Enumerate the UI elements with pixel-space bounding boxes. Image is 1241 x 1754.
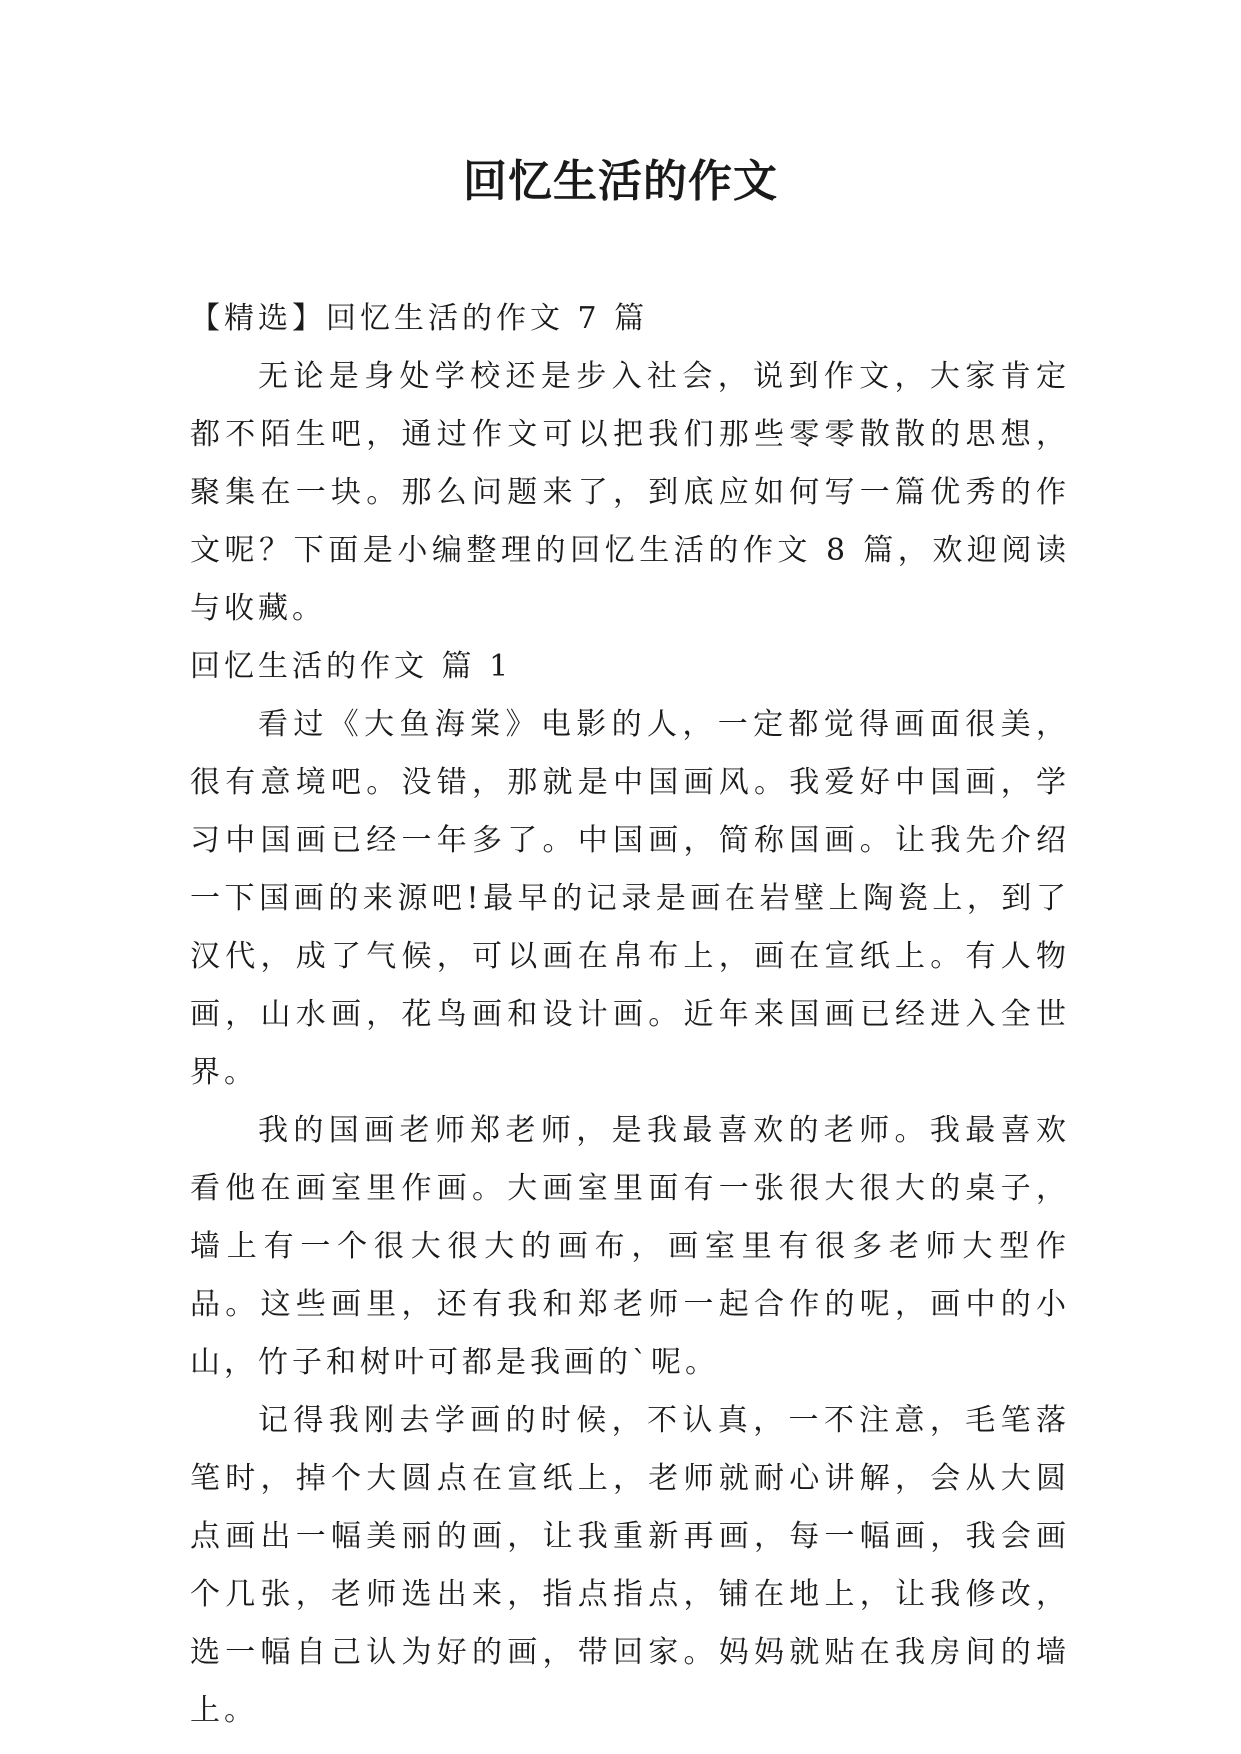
section-heading: 回忆生活的作文 篇 1 [190, 649, 513, 684]
body-paragraph: 记得我刚去学画的时候，不认真，一不注意，毛笔落笔时，掉个大圆点在宣纸上，老师就耐心讲解，会从大圆点画出一幅美丽的画，让我重新再画，每一幅画，我会画个几张，老师选出来，指点指点，铺在地上，让我修改，选一幅自己认为好的画，带回家。妈妈就贴在我房间的墙上。 [190, 1403, 1070, 1728]
document-subtitle: 【精选】回忆生活的作文 7 篇 [190, 301, 649, 336]
intro-paragraph: 无论是身处学校还是步入社会，说到作文，大家肯定都不陌生吧，通过作文可以把我们那些零零散散的思想，聚集在一块。那么问题来了，到底应如何写一篇优秀的作文呢？下面是小编整理的回忆生活的作文 8 篇，欢迎阅读与收藏。 [190, 359, 1070, 626]
document-body [190, 290, 1070, 1740]
body-paragraph: 我的国画老师郑老师，是我最喜欢的老师。我最喜欢看他在画室里作画。大画室里面有一张很大很大的桌子，墙上有一个很大很大的画布，画室里有很多老师大型作品。这些画里，还有我和郑老师一起合作的呢，画中的小山，竹子和树叶可都是我画的`呢。 [190, 1113, 1070, 1380]
body-paragraph: 看过《大鱼海棠》电影的人，一定都觉得画面很美，很有意境吧。没错，那就是中国画风。我爱好中国画，学习中国画已经一年多了。中国画，简称国画。让我先介绍一下国画的来源吧!最早的记录是画在岩壁上陶瓷上，到了汉代，成了气候，可以画在帛布上，画在宣纸上。有人物画，山水画，花鸟画和设计画。近年来国画已经进入全世界。 [190, 707, 1070, 1090]
document-title: 回忆生活的作文 [463, 156, 778, 207]
